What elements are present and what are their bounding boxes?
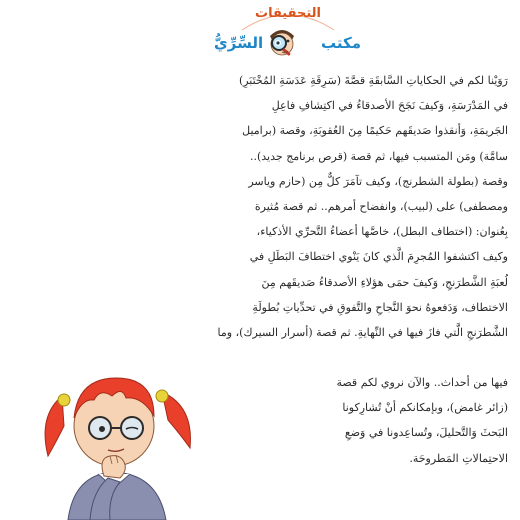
text-line: ومصطفى) على (لبيب)، وانفضاح أمرهم.. ثم قصة مُثيرة	[254, 200, 508, 214]
text-line: الاختطاف، وَدَفعوهُ نحوَ النَّجاحِ والتَّفوقِ في تحدِّياتِ بُطولَةِ	[252, 300, 508, 314]
detective-boy-icon	[262, 22, 302, 62]
text-line: وقصة (بطولة الشطرنج)، وكيف تآمَرَ كلٌّ مِن (حازم وياسر	[248, 174, 508, 188]
story-paragraph-continued	[250, 370, 508, 471]
logo-title-right: مكتب	[320, 34, 361, 52]
thinking-girl-illustration	[34, 356, 204, 520]
text-line: لُعبَةِ الشَّطرَنجِ، وَكيفَ حمَى هؤلاءِ الأصدقاءُ صَديقَهم مِنَ	[261, 275, 508, 289]
text-line: فيها من أحداث.. والآن نروي لكم قصة	[336, 376, 508, 389]
header-logo	[200, 4, 365, 66]
text-line: (زائر غامض)، وبإمكانكم أنْ تُشارِكونا	[342, 401, 508, 415]
text-line: في المَدْرَسَةِ، وَكيفَ نَجَحَ الأصدقاءُ في اكتِشافِ فاعِلِ	[271, 99, 508, 113]
text-line: الاحتِمالاتِ المَطروحَة.	[409, 451, 508, 465]
text-line: البَحثَ وَالتَّحليلَ، وتُساعِدونا في وَضعِ	[344, 426, 508, 440]
logo-arc-title: التحقيقات	[255, 6, 321, 21]
text-line: رَوَيْنا لكم في الحكاياتِ السَّابقَةِ قصَّةَ (سَرِقَةِ عَدَسَةِ المُخْتَبَرِ)	[238, 74, 508, 87]
text-line: وكيف اكتشفوا المُجرِمَ الَّذي كانَ يَنْوي اختطافَ البَطَلِ في	[249, 250, 508, 264]
story-paragraph	[108, 68, 508, 345]
text-line: سامَّة) ومَن المتسبب فيها، ثم قصة (قرص برنامج جديد)..	[250, 149, 508, 163]
text-line: بِعُنوان: (اختطاف البطل)، خاصَّها أعضاءُ التَّحرِّي الأذكياء،	[256, 225, 508, 239]
logo-title-left: السِّرِّيُّ	[214, 34, 264, 52]
text-line: الشَّطرَنجِ الَّتي فازَ فيها في النِّهايةِ. ثم قصة (أسرار السيرك)، وما	[217, 326, 508, 340]
text-line: الجَريمَةِ، وَأنقذوا صَديقَهم حَكيمًا مِنَ العُقوبَةِ، وقصة (براميل	[242, 124, 508, 138]
